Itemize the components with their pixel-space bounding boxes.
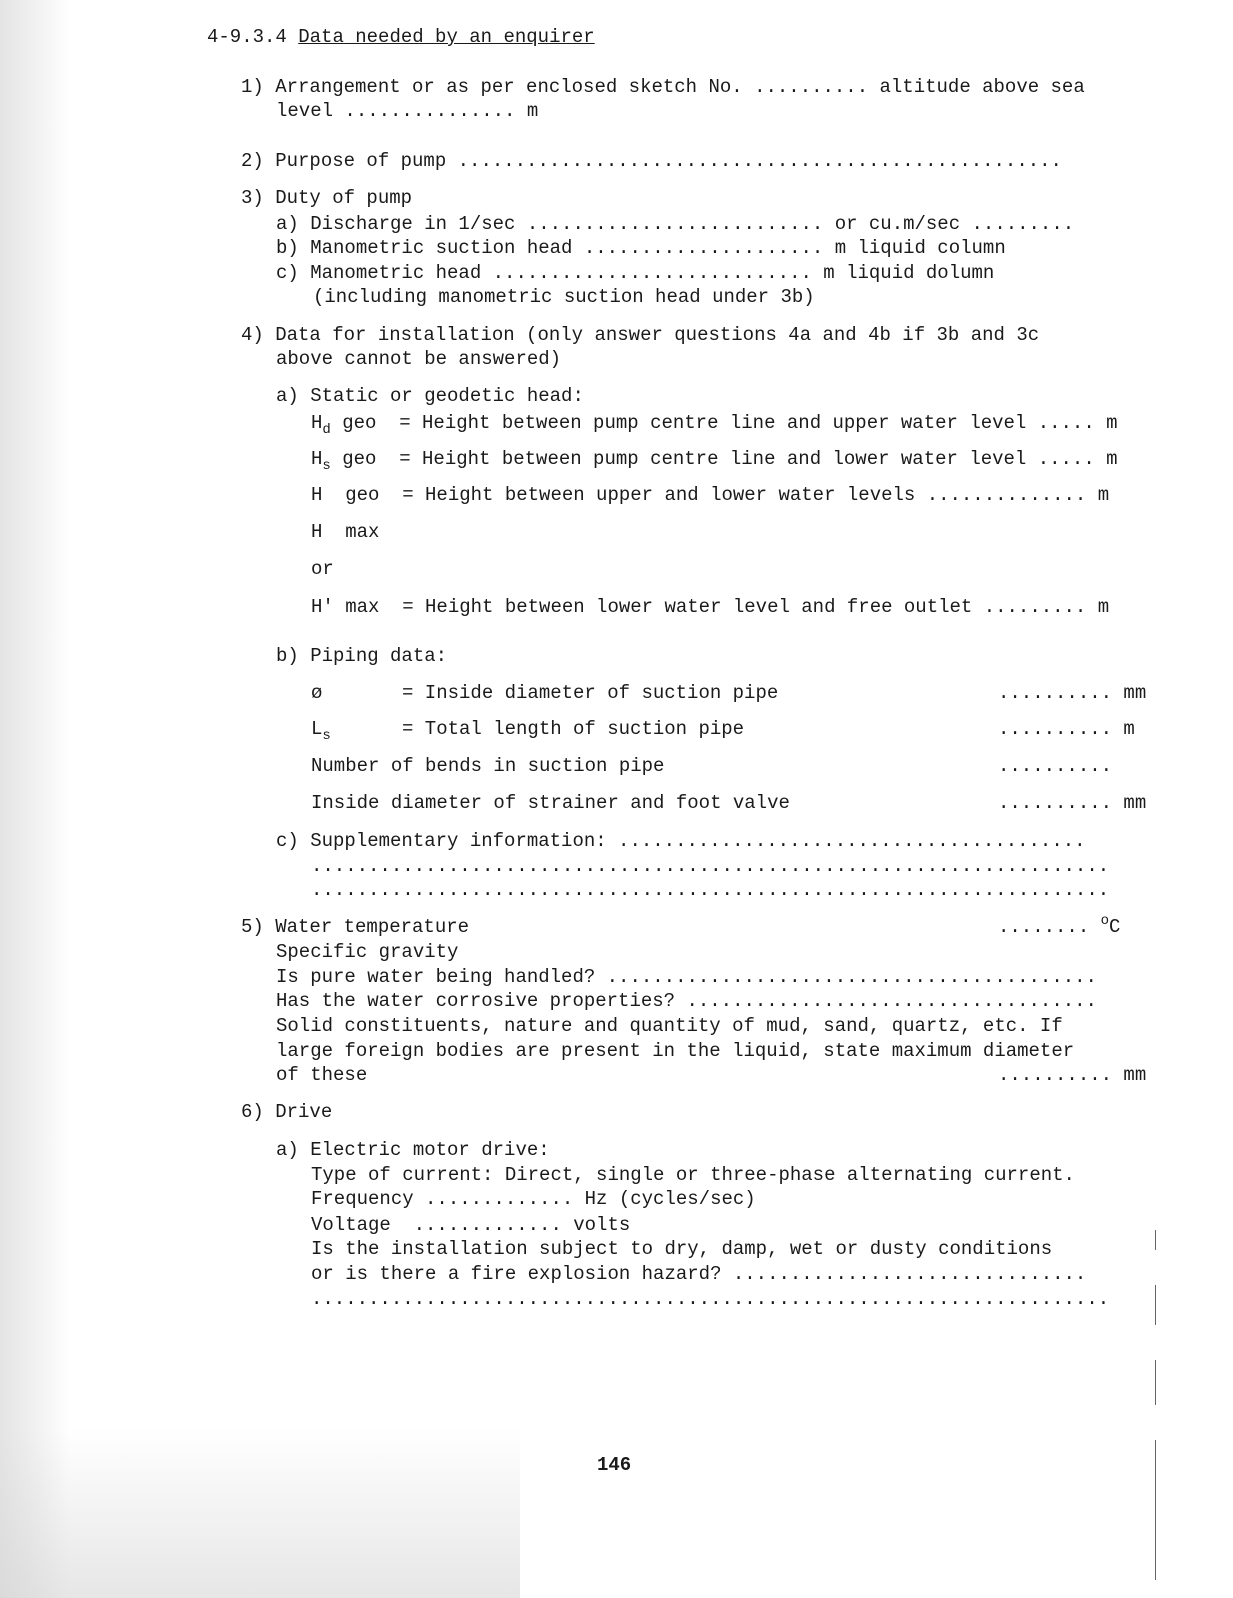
item-6a-voltage: Voltage ............. volts — [311, 1214, 631, 1236]
item-2: 2) Purpose of pump ..................................................... — [241, 150, 1062, 172]
section-title: Data needed by an enquirer — [298, 26, 595, 48]
item-5: 5) Water temperature — [241, 916, 470, 938]
scan-shadow-bottom — [0, 1428, 520, 1598]
scan-edge-line — [1155, 1360, 1156, 1405]
item-4c: c) Supplementary information: ......................................... — [276, 830, 1086, 852]
item-4c-dots-2: ...................................................................... — [311, 879, 1110, 901]
phi-symbol: ø — [311, 682, 323, 704]
item-6a-conditions-2: or is there a fire explosion hazard? ............................... — [311, 1263, 1087, 1285]
item-4-line-1: 4) Data for installation (only answer questions 4a and 4b if 3b and 3c — [241, 324, 1040, 346]
item-1-line-2: level ............... m — [276, 100, 539, 122]
strainer-dots: .......... mm — [998, 792, 1147, 814]
item-3: 3) Duty of pump — [241, 187, 413, 209]
item-5-solids-dots: .......... mm — [998, 1064, 1147, 1086]
temperature-field: ........ $^o$C — [998, 913, 1121, 938]
item-4b-heading: b) Piping data: — [276, 645, 448, 667]
item-5-solids-3: of these — [276, 1064, 368, 1086]
phi-dots: .......... mm — [998, 682, 1147, 704]
item-4-line-2: above cannot be answered) — [276, 348, 562, 370]
item-6a-frequency: Frequency ............. Hz (cycles/sec) — [311, 1188, 756, 1210]
item-4a-heading: a) Static or geodetic head: — [276, 385, 584, 407]
h-prime-max-row: H' max = Height between lower water level and free outlet ......... m — [311, 596, 1110, 618]
item-5-corrosive: Has the water corrosive properties? .................................... — [276, 990, 1097, 1012]
section-number: 4-9.3.4 — [207, 26, 287, 48]
ls-description: = Total length of suction pipe — [402, 718, 745, 740]
item-6: 6) Drive — [241, 1101, 333, 1123]
page-number: 146 — [597, 1454, 632, 1476]
item-1-line-1: 1) Arrangement or as per enclosed sketch No. .......... altitude above sea — [241, 76, 1085, 98]
item-5-specific-gravity: Specific gravity — [276, 941, 459, 963]
item-6a-current: Type of current: Direct, single or three-phase alternating current. — [311, 1164, 1075, 1186]
bends-label: Number of bends in suction pipe — [311, 755, 665, 777]
scan-edge-line — [1155, 1230, 1156, 1250]
item-6a-conditions-1: Is the installation subject to dry, damp, wet or dusty conditions — [311, 1238, 1053, 1260]
item-5-pure-water: Is pure water being handled? ........................................... — [276, 966, 1097, 988]
scan-shadow-left — [0, 0, 70, 1598]
ls-symbol: $L_s$ — [311, 718, 331, 744]
hs-geo-row: $H_s$ geo = Height between pump centre line and lower water level ..... m — [311, 448, 1118, 474]
item-5-solids-2: large foreign bodies are present in the liquid, state maximum diameter — [276, 1040, 1075, 1062]
strainer-label: Inside diameter of strainer and foot valve — [311, 792, 790, 814]
hd-geo-row: $H_d$ geo = Height between pump centre line and upper water level ..... m — [311, 412, 1118, 438]
section-heading — [207, 26, 595, 48]
h-max-row: H max — [311, 521, 380, 543]
item-3a: a) Discharge in 1/sec .......................... or cu.m/sec ......... — [276, 213, 1075, 235]
phi-description: = Inside diameter of suction pipe — [402, 682, 779, 704]
scan-edge-line — [1155, 1440, 1156, 1580]
scan-edge-line — [1155, 1285, 1156, 1325]
h-geo-row: H geo = Height between upper and lower water levels .............. m — [311, 484, 1110, 506]
item-3b: b) Manometric suction head ..................... m liquid column — [276, 237, 1006, 259]
item-5-solids-1: Solid constituents, nature and quantity of mud, sand, quartz, etc. If — [276, 1015, 1063, 1037]
or-label: or — [311, 558, 334, 580]
ls-dots: .......... m — [998, 718, 1135, 740]
item-6a: a) Electric motor drive: — [276, 1139, 550, 1161]
item-3c-note: (including manometric suction head under 3b) — [313, 286, 815, 308]
item-3c: c) Manometric head ............................ m liquid dolumn — [276, 262, 995, 284]
bends-dots: .......... — [998, 755, 1113, 777]
item-4c-dots-1: ...................................................................... — [311, 855, 1110, 877]
item-6a-dots: ...................................................................... — [311, 1288, 1110, 1310]
